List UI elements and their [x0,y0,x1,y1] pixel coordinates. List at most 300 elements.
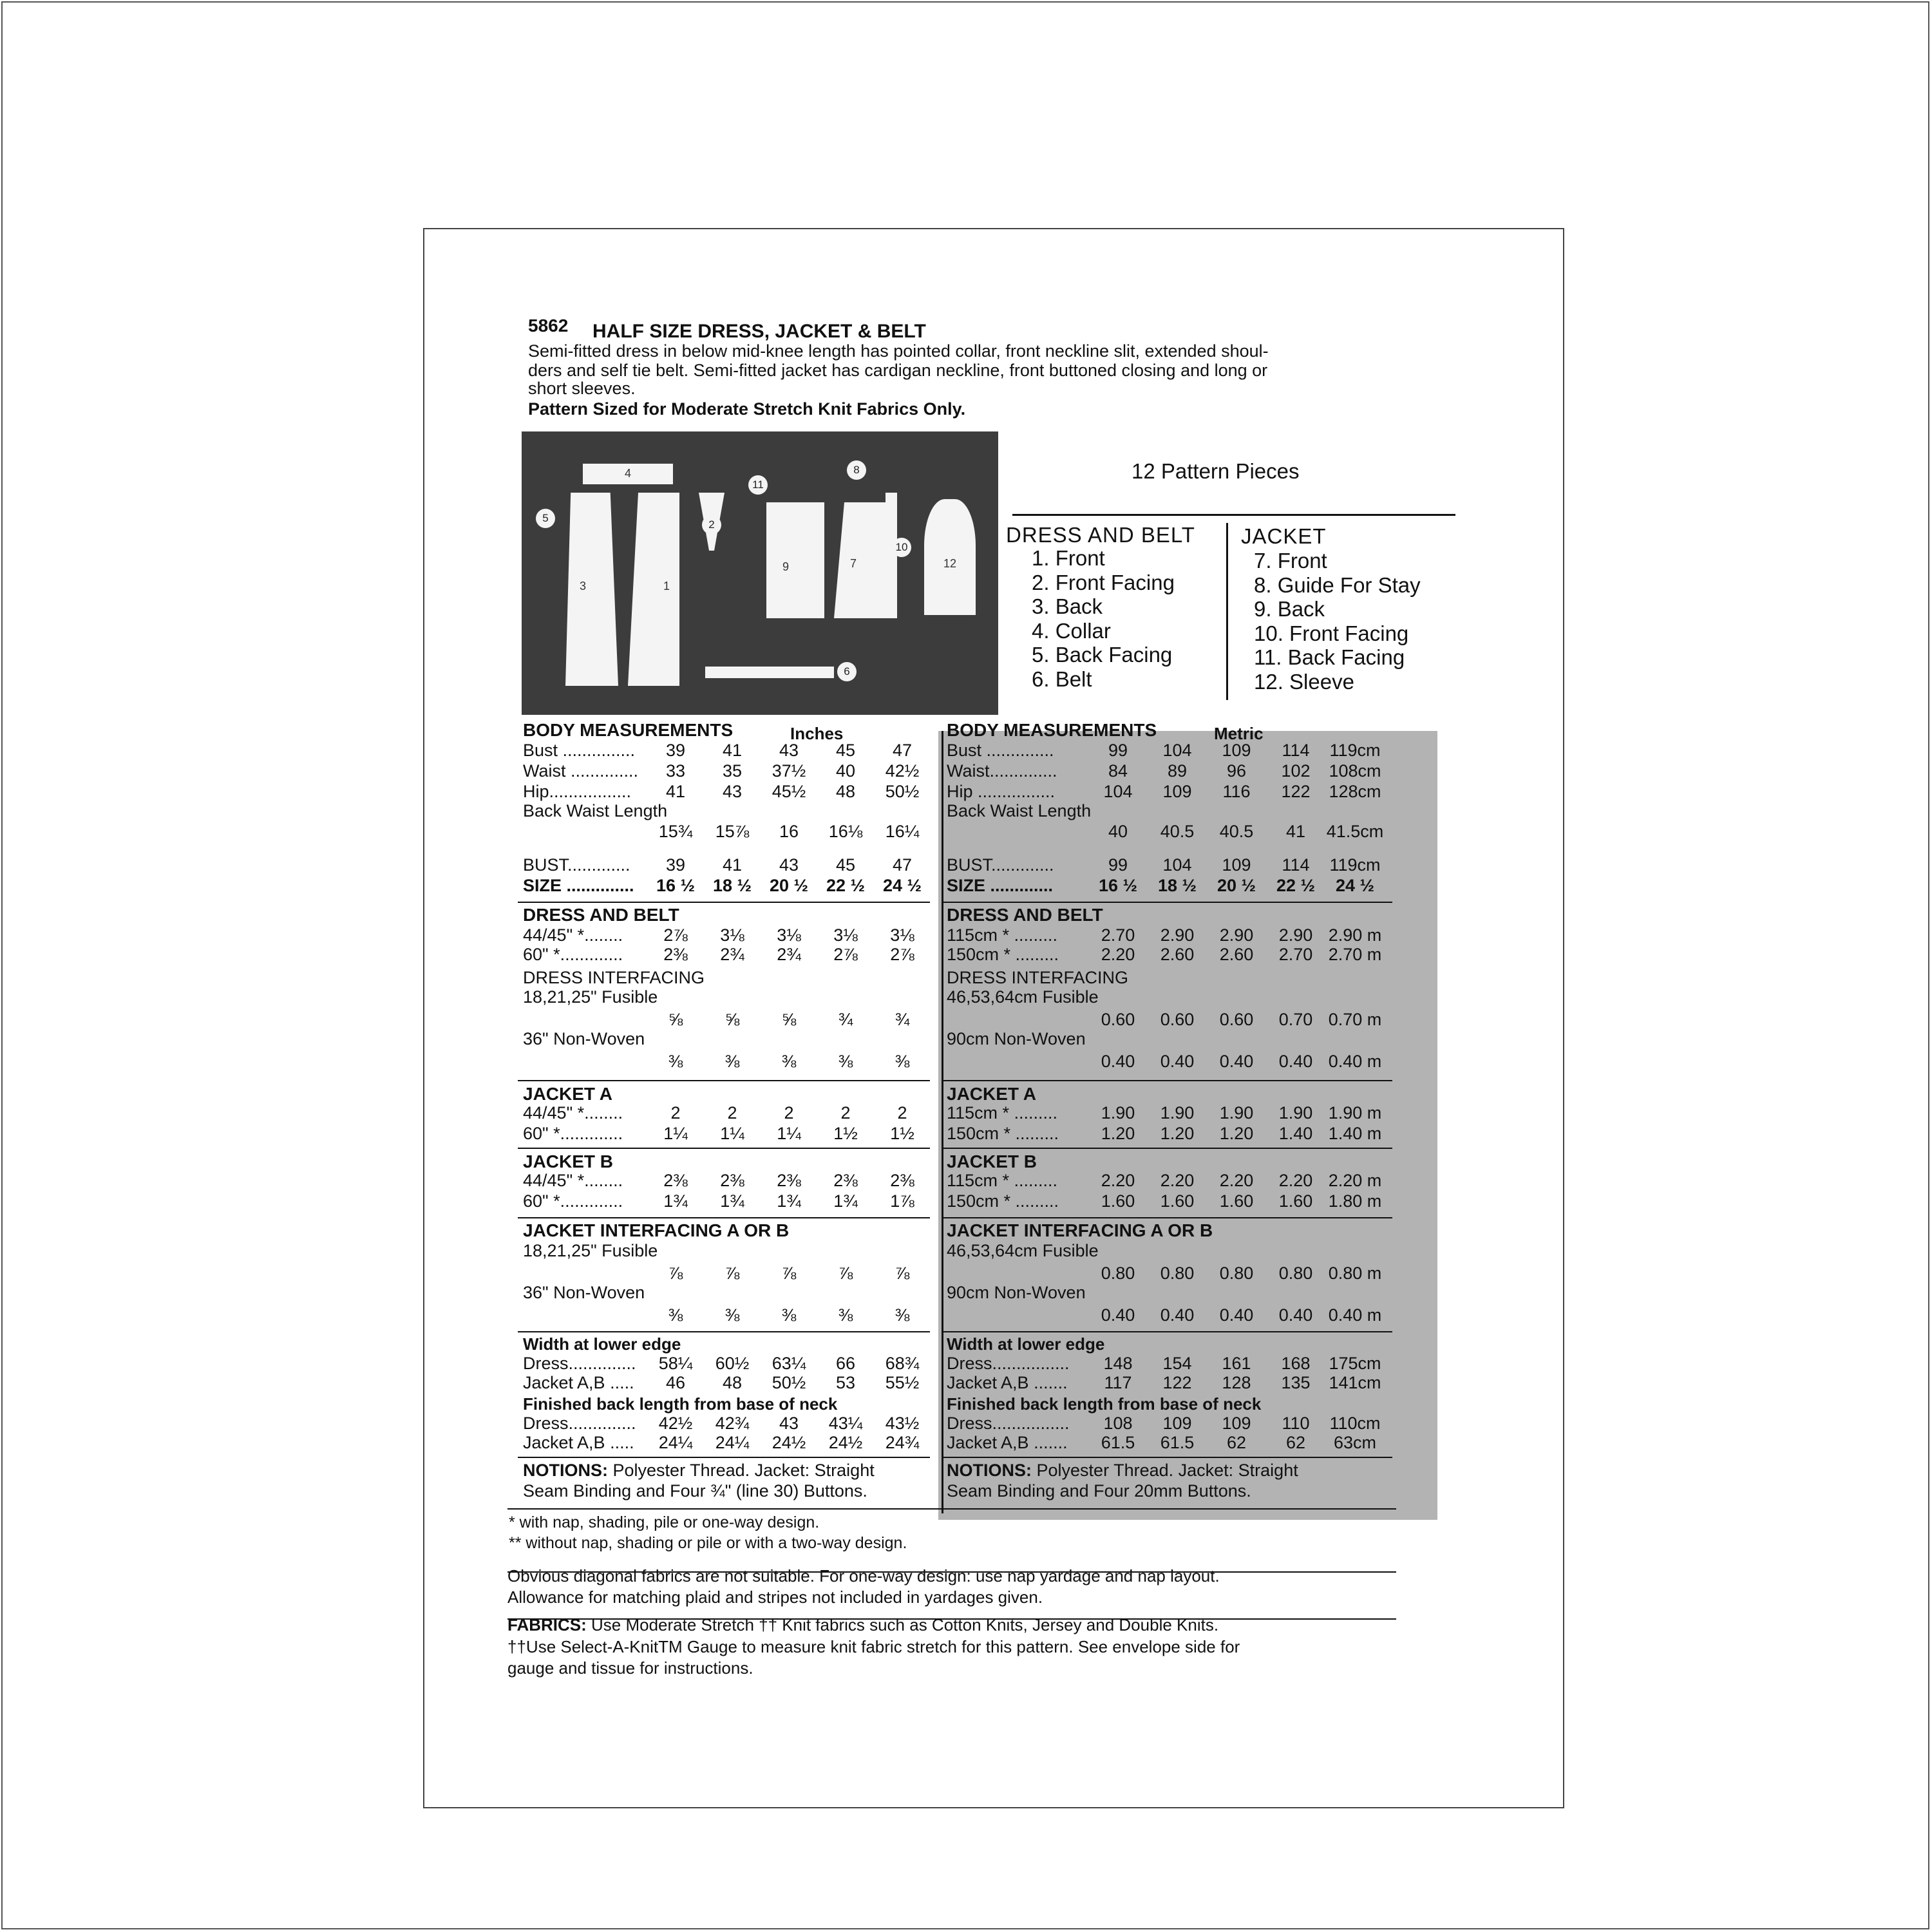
cell-value: 110cm [1329,1414,1381,1433]
cell-value: 154 [1162,1354,1192,1373]
cell-value: ⅜ [724,1305,740,1325]
cell-value: 1.60 [1278,1191,1313,1211]
cell-value: 0.40 [1101,1305,1135,1325]
cell-value: 41 [722,741,743,760]
cell-value: 109 [1162,1414,1192,1433]
cell-value: 2.70 [1278,945,1313,964]
cell-value: 104 [1103,782,1133,801]
notions-line [523,1461,875,1481]
table-row [523,761,931,781]
cell-value: 1.90 [1160,1103,1195,1122]
cell-value: 16⅛ [828,822,863,841]
section-rule [518,902,930,903]
cell-value: 2.60 [1160,945,1195,964]
nonwoven-label: 36" Non-Woven [523,1283,645,1302]
notions-rule [507,1508,1396,1510]
fusible-label: 46,53,64cm Fusible [947,987,1099,1007]
cell-value: 60½ [715,1354,750,1373]
cell-value: ⅝ [781,1010,797,1029]
fusible-label: 18,21,25" Fusible [523,1241,658,1260]
cell-value: 2⅜ [890,1171,914,1190]
piece-label: 2 [702,515,721,535]
table-row [523,1414,931,1434]
table-row [947,876,1385,896]
cell-value: 2.20 [1101,1171,1135,1190]
fusible-label: 18,21,25" Fusible [523,987,658,1007]
cell-value: 20 ½ [1217,876,1256,895]
cell-value: 47 [892,855,913,875]
row-label: 115cm * ......... [947,925,1058,945]
cell-value: 47 [892,741,913,760]
cell-value: 2⅞ [663,925,688,945]
piece-label: 1 [663,580,670,592]
row-label: 150cm * ......... [947,945,1059,964]
front-piece [628,493,679,686]
piece-label: 6 [837,662,857,681]
cell-value: 2.70 m [1328,945,1382,964]
table-row [947,782,1385,802]
cell-value: ⅜ [838,1305,853,1325]
cell-value: 18 ½ [712,876,752,895]
row-label: Dress.............. [523,1414,636,1433]
cell-value: ⅞ [724,1264,740,1283]
cell-value: 0.80 m [1328,1264,1382,1283]
cell-value: 1.60 [1160,1191,1195,1211]
interfacing-heading: DRESS INTERFACING [523,968,705,987]
pieces-divider [1226,523,1228,700]
piece-item: 11. Back Facing [1254,645,1405,669]
cell-value: 63cm [1333,1433,1377,1452]
cell-value: ⅝ [724,1010,740,1029]
cell-value: 109 [1222,741,1251,760]
cell-value: 0.40 m [1328,1305,1382,1325]
nonwoven-label: 36" Non-Woven [523,1029,645,1048]
cell-value: 1¾ [720,1191,744,1211]
piece-item: 10. Front Facing [1254,621,1409,645]
cell-value: 2¾ [777,945,801,964]
cell-value: 3⅛ [833,925,858,945]
piece-item: 12. Sleeve [1254,669,1354,694]
table-row [523,925,931,945]
cell-value: ⅞ [781,1264,797,1283]
section-heading: JACKET B [523,1151,614,1171]
section-heading: Finished back length from base of neck [947,1394,1262,1414]
cell-value: 40.5 [1160,822,1195,841]
section-heading: JACKET INTERFACING A OR B [523,1220,790,1240]
cell-value: 45 [835,855,856,875]
dress-pieces-list [1032,546,1175,691]
cell-value: 2.90 m [1328,925,1382,945]
row-label: BUST............. [523,855,630,875]
table-row [523,1433,931,1453]
diagonal-note: Obvious diagonal fabrics are not suitable. For one-way design: use nap yardage and nap layout. [507,1566,1220,1586]
section-heading: BODY MEASUREMENTS [523,720,734,740]
cell-value: 61.5 [1101,1433,1135,1452]
row-label: 115cm * ......... [947,1103,1058,1122]
cell-value: 1⅞ [890,1191,914,1211]
cell-value: ⅜ [668,1052,683,1071]
description-line: Semi-fitted dress in below mid-knee length has pointed collar, front neckline slit, extended shoul- [528,341,1269,361]
piece-label: 5 [536,509,555,528]
section-heading: JACKET INTERFACING A OR B [947,1220,1213,1240]
cell-value: 2 [897,1103,907,1122]
cell-value: 1¼ [720,1124,744,1143]
cell-value: 24½ [772,1433,806,1452]
with-nap-note: * with nap, shading, pile or one-way design. [509,1513,820,1531]
cell-value: 0.40 [1278,1052,1313,1071]
cell-value: 141cm [1329,1373,1381,1392]
section-rule [518,1148,930,1149]
cell-value: 128cm [1329,782,1381,801]
cell-value: 16 ½ [656,876,696,895]
cell-value: 41.5cm [1326,822,1384,841]
cell-value: 1¾ [663,1191,688,1211]
row-label: 60" *............. [523,945,623,964]
cell-value: 84 [1108,761,1128,781]
table-row [523,1264,931,1283]
cell-value: 18 ½ [1157,876,1197,895]
piece-item: 8. Guide For Stay [1254,573,1421,597]
notions-label: NOTIONS: [947,1461,1032,1480]
cell-value: 24½ [828,1433,863,1452]
cell-value: 0.70 [1278,1010,1313,1029]
jacket-front-piece [834,502,886,618]
cell-value: 42½ [658,1414,693,1433]
back-waist-label: Back Waist Length [947,801,1092,820]
cell-value: 66 [835,1354,856,1373]
table-row [523,741,931,761]
cell-value: 2 [840,1103,851,1122]
section-heading: JACKET B [947,1151,1037,1171]
notions-line [947,1461,1298,1481]
cell-value: 2.20 [1101,945,1135,964]
cell-value: 2.20 [1219,1171,1254,1190]
back-waist-label: Back Waist Length [523,801,668,820]
cell-value: 128 [1222,1373,1251,1392]
cell-value: 108cm [1329,761,1381,781]
table-row [523,876,931,896]
table-row [947,1414,1385,1434]
piece-item: 4. Collar [1032,618,1111,643]
cell-value: 43½ [885,1414,920,1433]
cell-value: 22 ½ [1276,876,1316,895]
cell-value: 24¾ [885,1433,920,1452]
piece-item: 5. Back Facing [1032,643,1173,667]
piece-item: 9. Back [1254,597,1325,621]
table-row [947,1373,1385,1393]
cell-value: 2⅜ [777,1171,801,1190]
cell-value: 0.40 [1219,1052,1254,1071]
cell-value: 1¾ [833,1191,858,1211]
cell-value: 0.80 [1160,1264,1195,1283]
cell-value: 0.40 [1160,1305,1195,1325]
cell-value: 0.40 [1278,1305,1313,1325]
piece-item: 3. Back [1032,594,1103,618]
cell-value: 104 [1162,855,1192,875]
cell-value: 39 [665,855,686,875]
cell-value: 24 ½ [1335,876,1375,895]
table-row [523,855,931,875]
table-row [523,782,931,802]
piece-item: 7. Front [1254,549,1327,573]
cell-value: 62 [1226,1433,1247,1452]
cell-value: 122 [1281,782,1311,801]
row-label: 44/45" *........ [523,1171,623,1190]
interfacing-heading: DRESS INTERFACING [947,968,1129,987]
cell-value: 1.80 m [1328,1191,1382,1211]
cell-value: 48 [835,782,856,801]
cell-value: 108 [1103,1414,1133,1433]
section-heading: Width at lower edge [947,1334,1105,1354]
cell-value: 43 [779,1414,799,1433]
cell-value: 3⅛ [720,925,744,945]
table-row [523,1124,931,1144]
cell-value: 2⅜ [663,945,688,964]
cell-value: 1.40 m [1328,1124,1382,1143]
cell-value: 3⅛ [777,925,801,945]
cell-value: 2⅜ [833,1171,858,1190]
cell-value: 0.60 [1219,1010,1254,1029]
cell-value: 110 [1282,1414,1310,1433]
table-row [947,1354,1385,1374]
cell-value: 1.60 [1219,1191,1254,1211]
cell-value: 2 [670,1103,681,1122]
unit-label: Inches [790,724,844,743]
cell-value: 58¼ [658,1354,693,1373]
cell-value: 20 ½ [769,876,809,895]
section-rule [942,1148,1392,1149]
row-label: Waist .............. [523,761,639,781]
cell-value: 1¾ [777,1191,801,1211]
column-divider [942,731,943,1513]
piece-label: 7 [850,557,857,570]
piece-item: 6. Belt [1032,667,1092,691]
notions-line: Seam Binding and Four 20mm Buttons. [947,1481,1251,1501]
piece-label: 4 [625,467,632,480]
row-label: SIZE .............. [523,876,634,895]
cell-value: 1½ [833,1124,858,1143]
cell-value: 168 [1281,1354,1311,1373]
cell-value: 16¼ [885,822,920,841]
cell-value: ⅝ [668,1010,683,1029]
cell-value: 1.90 [1101,1103,1135,1122]
cell-value: 175cm [1329,1354,1381,1373]
cell-value: 109 [1222,1414,1251,1433]
stretch-note: Pattern Sized for Moderate Stretch Knit Fabrics Only. [528,399,966,419]
cell-value: 89 [1167,761,1188,781]
row-label: Jacket A,B ..... [523,1433,634,1452]
unit-label: Metric [1214,724,1264,743]
notions-text: Polyester Thread. Jacket: Straight [612,1461,875,1480]
cell-value: ⅜ [895,1052,910,1071]
row-label: Dress................ [947,1414,1070,1433]
cell-value: ⅜ [895,1305,910,1325]
section-rule [942,1457,1392,1458]
piece-item: 1. Front [1032,546,1105,570]
pattern-number: 5862 [528,316,569,336]
cell-value: 41 [1285,822,1306,841]
cell-value: 1.90 [1219,1103,1254,1122]
table-row [947,1433,1385,1453]
section-heading: JACKET A [523,1084,612,1104]
cell-value: 99 [1108,855,1128,875]
row-label: Jacket A,B ....... [947,1433,1068,1452]
description-line: ders and self tie belt. Semi-fitted jacket has cardigan neckline, front buttoned closing and long or [528,361,1268,380]
row-label: Hip................. [523,782,632,801]
table-row [947,1010,1385,1030]
section-rule [942,1331,1392,1332]
cell-value: 43 [779,741,799,760]
cell-value: 16 [779,822,799,841]
cell-value: 24¼ [658,1433,693,1452]
cell-value: 2⅜ [720,1171,744,1190]
piece-item: 2. Front Facing [1032,570,1175,594]
cell-value: 50½ [885,782,920,801]
diagonal-note: Allowance for matching plaid and stripes not included in yardages given. [507,1587,1043,1607]
cell-value: 2⅞ [890,945,914,964]
cell-value: 119cm [1329,855,1381,875]
cell-value: 68¾ [885,1354,920,1373]
cell-value: 42¾ [715,1414,750,1433]
cell-value: ⅜ [781,1052,797,1071]
cell-value: 117 [1104,1373,1132,1392]
row-label: Hip ................ [947,782,1056,801]
cell-value: 15⅞ [715,822,750,841]
row-label: Dress................ [947,1354,1070,1373]
section-heading: DRESS AND BELT [523,905,679,925]
pattern-pieces-count: 12 Pattern Pieces [1132,459,1300,483]
table-row [523,1171,931,1191]
without-nap-note: ** without nap, shading or pile or with a two-way design. [509,1534,907,1552]
cell-value: 1.90 [1278,1103,1313,1122]
row-label: Dress.............. [523,1354,636,1373]
table-row [523,1305,931,1325]
piece-label: 3 [580,580,587,592]
table-row [947,1124,1385,1144]
jacket-back-piece [766,502,824,618]
fabrics-label: FABRICS: [507,1615,587,1634]
cell-value: 61.5 [1160,1433,1195,1452]
table-row [947,1264,1385,1283]
cell-value: 0.80 [1101,1264,1135,1283]
fabrics-text: Use Moderate Stretch †† Knit fabrics such as Cotton Knits, Jersey and Double Knits. [591,1615,1219,1634]
cell-value: 161 [1222,1354,1251,1373]
cell-value: 43 [722,782,743,801]
fusible-label: 46,53,64cm Fusible [947,1241,1099,1260]
cell-value: 33 [665,761,686,781]
section-heading: JACKET A [947,1084,1036,1104]
cell-value: 148 [1103,1354,1133,1373]
belt-piece [705,667,834,678]
section-rule [518,1217,930,1218]
cell-value: 1.20 [1101,1124,1135,1143]
cell-value: ¾ [895,1010,910,1029]
cell-value: 2.20 [1278,1171,1313,1190]
cell-value: ⅞ [668,1264,683,1283]
cell-value: 39 [665,741,686,760]
cell-value: 114 [1282,741,1310,760]
cell-value: 0.80 [1278,1264,1313,1283]
cell-value: 2 [784,1103,794,1122]
cell-value: 0.40 [1101,1052,1135,1071]
cell-value: ¾ [838,1010,853,1029]
cell-value: 15¾ [658,822,693,841]
description-line: short sleeves. [528,379,636,398]
nonwoven-label: 90cm Non-Woven [947,1029,1086,1048]
cell-value: ⅜ [781,1305,797,1325]
row-label: 60" *............. [523,1124,623,1143]
piece-label: 8 [847,460,866,480]
nonwoven-label: 90cm Non-Woven [947,1283,1086,1302]
front-facing-strip-piece [886,493,897,618]
cell-value: 1¼ [663,1124,688,1143]
notions-line: Seam Binding and Four ¾" (line 30) Buttons. [523,1481,867,1501]
table-row [947,945,1385,965]
section-heading: Width at lower edge [523,1334,681,1354]
cell-value: 2.90 [1160,925,1195,945]
jacket-pieces-list [1254,549,1421,694]
table-row [947,822,1385,842]
section-heading: DRESS AND BELT [947,905,1103,925]
cell-value: 2⅜ [663,1171,688,1190]
cell-value: 37½ [772,761,806,781]
cell-value: 45½ [772,782,806,801]
row-label: BUST............. [947,855,1054,875]
cell-value: 2.90 [1219,925,1254,945]
cell-value: ⅜ [838,1052,853,1071]
cell-value: 40 [835,761,856,781]
cell-value: 2⅞ [833,945,858,964]
cell-value: 42½ [885,761,920,781]
cell-value: 1½ [890,1124,914,1143]
piece-label: 12 [943,557,957,570]
cell-value: 46 [665,1373,686,1392]
cell-value: 122 [1162,1373,1192,1392]
row-label: 150cm * ......... [947,1191,1059,1211]
section-rule [518,1457,930,1458]
table-row [523,1373,931,1393]
section-heading: Finished back length from base of neck [523,1394,838,1414]
table-row [947,1305,1385,1325]
cell-value: 1.40 [1278,1124,1313,1143]
piece-label: 11 [748,475,768,495]
cell-value: ⅞ [838,1264,853,1283]
cell-value: 2.90 [1278,925,1313,945]
cell-value: 40.5 [1219,822,1254,841]
cell-value: 16 ½ [1098,876,1138,895]
cell-value: 22 ½ [826,876,866,895]
cell-value: 3⅛ [890,925,914,945]
section-rule [942,1080,1392,1081]
cell-value: 40 [1108,822,1128,841]
table-row [947,741,1385,761]
cell-value: 0.60 [1101,1010,1135,1029]
row-label: Bust .............. [947,741,1054,760]
cell-value: 135 [1281,1373,1311,1392]
table-row [523,1191,931,1211]
table-row [523,945,931,965]
cell-value: 41 [665,782,686,801]
row-label: Bust ............... [523,741,636,760]
piece-label: 9 [782,560,790,573]
table-row [947,925,1385,945]
table-row [947,1191,1385,1211]
cell-value: 45 [835,741,856,760]
cell-value: ⅜ [668,1305,683,1325]
cell-value: 24 ½ [882,876,922,895]
cell-value: 35 [722,761,743,781]
row-label: SIZE ............. [947,876,1054,895]
